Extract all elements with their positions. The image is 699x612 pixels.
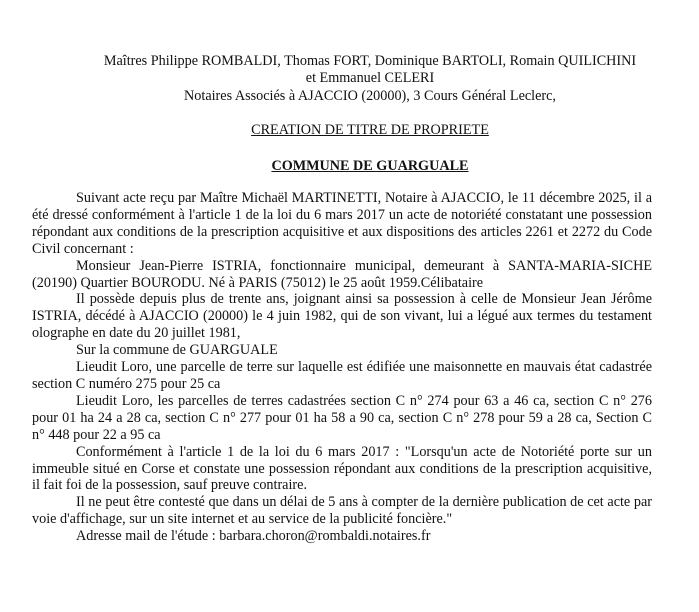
paragraph-parcels-list: Lieudit Loro, les parcelles de terres cadastrées section C n° 274 pour 63 a 46 ca, section C n° 276 pour 01 ha 24 a 28 ca, section C n° 277 pour 01 ha 58 a 90 ca, section C n° 278 pour 59 a 28 ca, Section C n° 448 pour 22 a 95 ca [32, 392, 652, 443]
paragraph-law-quote: Conformément à l'article 1 de la loi du 6 mars 2017 : "Lorsqu'un acte de Notoriété porte sur un immeuble situé en Corse et constate une possession répondant aux conditions de la prescription acquisitive, il fait foi de la possession, sauf preuve contraire. [32, 443, 652, 494]
paragraph-beneficiary: Monsieur Jean-Pierre ISTRIA, fonctionnaire municipal, demeurant à SANTA-MARIA-SICHE (20190) Quartier BOURODU. Né à PARIS (75012) le 25 août 1959.Célibataire [32, 257, 652, 291]
notaries-names-line-2: et Emmanuel CELERI [305, 70, 435, 86]
notice-title: CREATION DE TITRE DE PROPRIETE [251, 122, 489, 138]
notaries-address: Notaires Associés à AJACCIO (20000), 3 Cours Général Leclerc, [184, 88, 556, 104]
paragraph-email: Adresse mail de l'étude : barbara.choron@rombaldi.notaires.fr [76, 528, 431, 545]
commune-heading: COMMUNE DE GUARGUALE [271, 158, 469, 174]
notaries-names-line: Maîtres Philippe ROMBALDI, Thomas FORT, Dominique BARTOLI, Romain QUILICHINI [103, 53, 637, 69]
paragraph-commune: Sur la commune de GUARGUALE [76, 342, 278, 359]
paragraph-possession: Il possède depuis plus de trente ans, joignant ainsi sa possession à celle de Monsieur Jean Jérôme ISTRIA, décédé à AJACCIO (20000) le 4 juin 1982, qui de son vivant, lui a légué aux termes du testament olographe en date du 20 juillet 1981, [32, 291, 652, 342]
paragraph-contest-delay: Il ne peut être contesté que dans un délai de 5 ans à compter de la dernière publication de cet acte par voie d'affichage, sur un site internet et au service de la publicité foncière." [32, 494, 652, 528]
paragraph-acte: Suivant acte reçu par Maître Michaël MARTINETTI, Notaire à AJACCIO, le 11 décembre 2025, il a été dressé conformément à l'article 1 de la loi du 6 mars 2017 un acte de notoriété constatant une possession répondant aux conditions de la prescription acquisitive et aux dispositions des articles 2261 et 2272 du Code Civil concernant : [32, 190, 652, 257]
paragraph-parcel-275: Lieudit Loro, une parcelle de terre sur laquelle est édifiée une maisonnette en mauvais état cadastrée section C numéro 275 pour 25 ca [32, 359, 652, 392]
notice-body [32, 190, 652, 545]
